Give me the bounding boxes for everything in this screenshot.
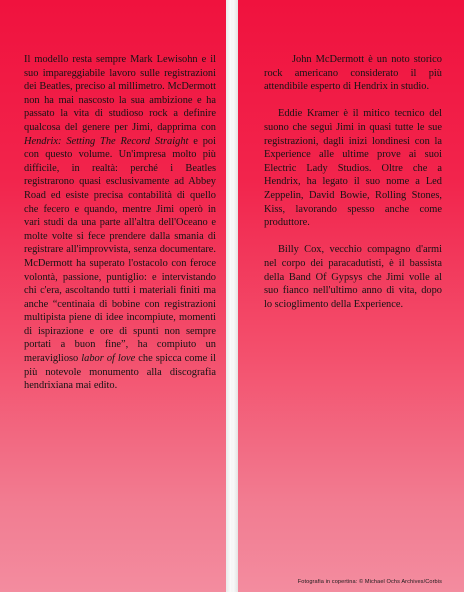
- author-bio-mcdermott: John McDermott è un noto storico rock americano considerato il più attendibile esperto di Hendrix in studio.: [264, 54, 442, 93]
- left-flap-paragraph: [24, 53, 216, 393]
- latin-phrase: labor of love: [81, 353, 136, 365]
- left-flap: [0, 0, 226, 592]
- book-title: Hendrix: Setting The Record Straight: [24, 135, 189, 147]
- photo-credit: Fotografia in copertina: © Michael Ochs Archives/Corbis: [297, 579, 442, 585]
- author-bio-cox: Billy Cox, vecchio compagno d'armi nel corpo dei paracadutisti, è il bassista della Band Of Gypsys che Jimi volle al suo fianco nell'ultimo anno di vita, dopo lo scioglimento della Experience.: [264, 244, 442, 310]
- paragraph-text-1: Il modello resta sempre Mark Lewisohn e il suo impareggiabile lavoro sulle registrazioni dei Beatles, preciso al millimetro. McDermott non ha mai nascosto la sua ambizione e ha passato la vita di studioso rock a definire qualcosa del genere per Jimi, dapprima con: [24, 54, 216, 133]
- right-flap: [238, 0, 464, 592]
- paragraph-text-3: che spicca come il più notevole monumento alla discografia hendrixiana mai edito.: [24, 353, 216, 392]
- jacket-fold-highlight: [231, 0, 233, 592]
- paragraph-text-2: e poi con questo volume. Un'impresa molto più difficile, in realtà: perché i Beatles registrarono quasi esclusivamente ad Abbey Road ed esiste precisa contabilità di quello che fecero e quando, mentre Jimi operò in vari studi da una parte all'altra dell'Oceano e molte volte si fece prendere dalla smania di registrare all'improvvista, senza documentare. McDermott ha superato l'ostacolo con feroce volontà, passione, puntiglio: e intervistando chi c'era, ascoltando tutti i materiali finiti ma anche “centinaia di bobine con registrazioni multipista piene di idee incompiute, momenti di ispirazione e ore di spunti non sempre portati a buon fine”, ha compiuto un meraviglioso: [24, 135, 216, 365]
- author-bio-kramer: Eddie Kramer è il mitico tecnico del suono che seguì Jimi in quasi tutte le sue registrazioni, dagli inizi londinesi con la Experience alle ultime prove ai suoi Electric Lady Studios. Oltre che a Hendrix, ha legato il suo nome a Led Zeppelin, David Bowie, Rolling Stones, Kiss, lavorando spesso anche come produttore.: [264, 108, 442, 229]
